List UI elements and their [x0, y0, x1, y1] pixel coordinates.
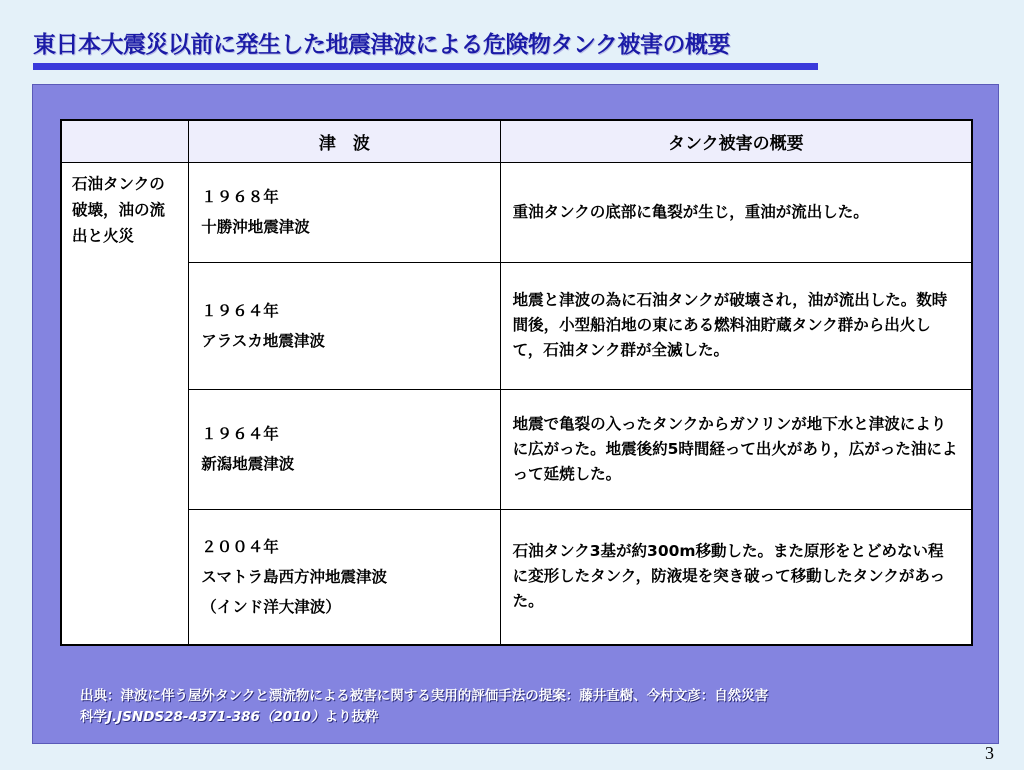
- tsunami-cell: [189, 509, 500, 645]
- tsunami-name: スマトラ島西方沖地震津波: [201, 567, 387, 586]
- header-summary: タンク被害の概要: [500, 120, 972, 162]
- header-tsunami: 津 波: [189, 120, 500, 162]
- source-field: 科学: [80, 709, 107, 725]
- tsunami-year: １９６４年: [201, 301, 279, 320]
- table-row: [61, 389, 972, 509]
- source-line-1: 出典：津波に伴う屋外タンクと漂流物による被害に関する実用的評価手法の提案：藤井直樹、今村文彦：自然災害: [80, 688, 769, 704]
- table-header-row: [61, 120, 972, 162]
- header-category: [61, 120, 189, 162]
- tsunami-year: １９６８年: [201, 188, 279, 206]
- tsunami-name: 十勝沖地震津波: [201, 218, 310, 236]
- tsunami-name: 新潟地震津波: [201, 455, 295, 473]
- tsunami-year: １９６４年: [201, 425, 279, 443]
- title-underline: [33, 63, 818, 70]
- tsunami-cell: [189, 262, 500, 389]
- tsunami-cell: [189, 389, 500, 509]
- damage-summary: 石油タンク3基が約300m移動した。また原形をとどめない程に変形したタンク，防液堤を突き破って移動したタンクがあった。: [500, 509, 972, 645]
- damage-summary: 地震と津波の為に石油タンクが破壊され，油が流出した。数時間後，小型船泊地の東にある燃料油貯蔵タンク群から出火して，石油タンク群が全滅した。: [500, 262, 972, 389]
- tank-damage-table: [60, 119, 973, 646]
- tsunami-year: ２００４年: [201, 537, 279, 556]
- page-number: 3: [985, 743, 994, 763]
- source-citation: [80, 686, 960, 728]
- source-suffix: より抜粋: [324, 709, 379, 725]
- table-row: [61, 162, 972, 262]
- damage-summary: 地震で亀裂の入ったタンクからガソリンが地下水と津波によりに広がった。地震後約5時間経って出火があり，広がった油によって延焼した。: [500, 389, 972, 509]
- source-year: （2010）: [259, 709, 325, 725]
- slide-title: 東日本大震災以前に発生した地震津波による危険物タンク被害の概要: [33, 32, 731, 58]
- table-row: [61, 509, 972, 645]
- damage-summary: 重油タンクの底部に亀裂が生じ，重油が流出した。: [500, 162, 972, 262]
- tsunami-cell: [189, 162, 500, 262]
- tsunami-note: （インド洋大津波）: [201, 597, 341, 616]
- tsunami-name: アラスカ地震津波: [201, 331, 325, 350]
- damage-category: 石油タンクの破壊，油の流出と火災: [61, 162, 189, 645]
- source-journal: J.JSNDS28-4371-386: [107, 709, 260, 725]
- table-row: [61, 262, 972, 389]
- source-line-2: [80, 707, 960, 728]
